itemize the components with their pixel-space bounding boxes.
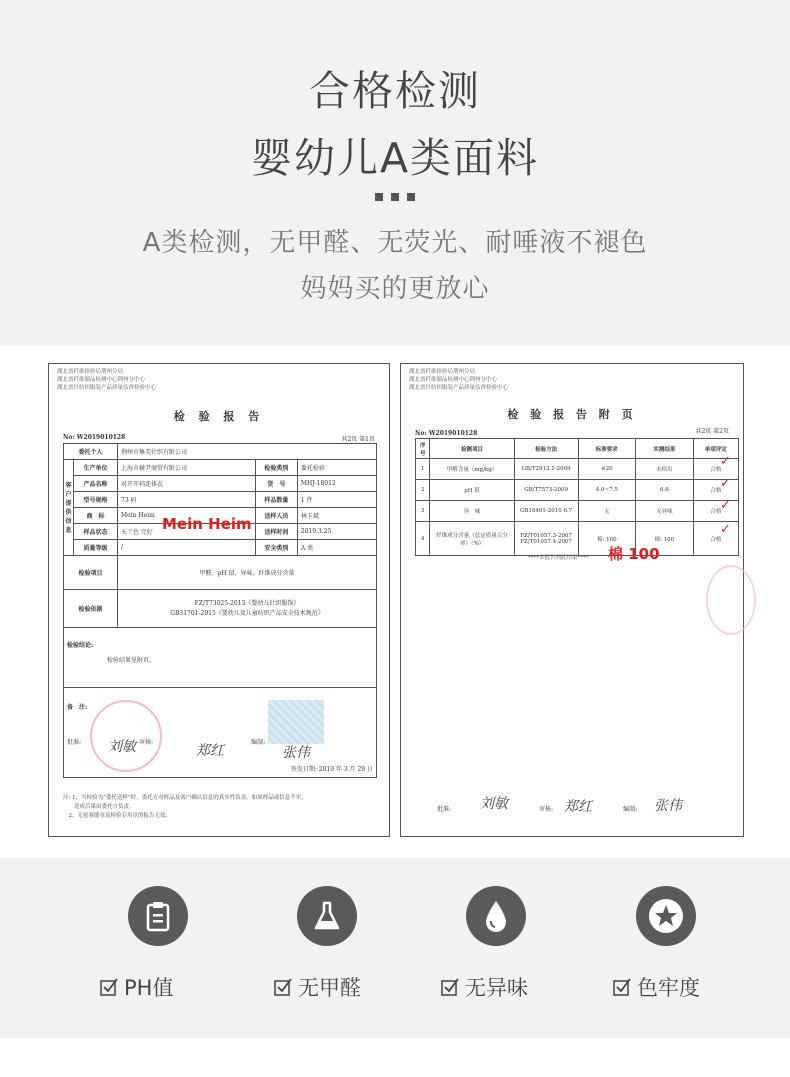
cell: 4.0~7.5 (578, 480, 636, 501)
report-issuer: 湖北省纤维检验局荆州分局 湖北省纤维制品检测中心荆州分中心 湖北省针纺织服装产品质量监督检验中心 (57, 369, 157, 391)
cell: 合格 (693, 522, 738, 556)
row-key: 送样人员 (255, 508, 297, 524)
cell: 棉: 100 (578, 522, 636, 556)
col-header: 单项评定 (693, 439, 738, 459)
checkbox-icon (613, 978, 631, 996)
title-line1: 合格检测 (309, 67, 481, 115)
conclusion-label: 检验结论: (67, 642, 94, 649)
row-value: 1 件 (297, 492, 376, 508)
row-value: 林玉斌 (297, 508, 376, 524)
cell: FZ/T01057.3-2007 FZ/T01057.4-2007 (514, 522, 578, 556)
cell: 合格 (693, 480, 738, 501)
cell: ≤20 (578, 459, 636, 480)
cell: 6.6 (636, 480, 694, 501)
client-label: 委托个人 (64, 444, 118, 460)
feature-label: 色牢度 (637, 976, 700, 1000)
check-mark-icon: ✓ (720, 476, 731, 491)
table-row (416, 480, 739, 501)
brand-overlay: Mein Heim (162, 515, 252, 533)
row-value: 73 码 (118, 492, 256, 508)
conclusion-value: 检验结果见附页。 (107, 657, 156, 664)
table-row (416, 501, 739, 522)
cell: 合格 (693, 501, 738, 522)
fabric-swatch (268, 700, 324, 744)
attachment-issuer: 湖北省纤维检验局荆州分局 湖北省纤维制品检测中心荆州分中心 湖北省针纺织服装产品质量监督检验中心 (409, 369, 509, 391)
row-value: A 类 (297, 540, 376, 556)
signature-approve: 刘敏 (108, 739, 136, 755)
row-key: 送样时间 (255, 524, 297, 540)
cell: 1 (416, 459, 430, 480)
cell: 2 (416, 480, 430, 501)
cell: 4 (416, 522, 430, 556)
signature-compile: 张伟 (282, 745, 310, 761)
report-title: 检 验 报 告 (173, 410, 265, 423)
row-key: 货 号 (255, 476, 297, 492)
review-label: 审核: (139, 739, 154, 746)
cell: GB/T7573-2009 (514, 480, 578, 501)
check-mark-icon: ✓ (720, 498, 731, 513)
star-icon (636, 886, 696, 946)
cell: GB/T2912.1-2009 (514, 459, 578, 480)
row-key: 生产单位 (74, 460, 118, 476)
approve-label: 批准: (67, 739, 82, 746)
flask-icon (297, 886, 357, 946)
cell: pH 值 (430, 480, 514, 501)
col-header: 检验方法 (514, 439, 578, 459)
basis-line2: GB31701-2015《婴幼儿及儿童纺织产品安全技术规范》 (170, 609, 324, 617)
cell: 棉: 100 (636, 522, 694, 556)
feature-formaldehyde (274, 972, 361, 1002)
feature-ph (100, 972, 173, 1002)
feature-label: 无甲醛 (298, 976, 361, 1000)
side-label: 客户提供信息 (64, 460, 74, 556)
feature-colorfastness (613, 972, 700, 1002)
row-value: 2019.3.25 (297, 524, 376, 540)
col-header: 检测项目 (430, 439, 514, 459)
report-page: 共2页 第1页 (341, 436, 375, 443)
row-value: / (118, 540, 256, 556)
cell: 合格 (693, 459, 738, 480)
cell: 3 (416, 501, 430, 522)
attachment-title: 检 验 报 告 附 页 (507, 408, 637, 421)
check-mark-icon: ✓ (720, 522, 731, 537)
results-table (415, 438, 739, 556)
row-key: 样品状态 (74, 524, 118, 540)
row-value: 上海市赫尹商贸有限公司 (118, 460, 256, 476)
row-value: 天兰色 完好 (118, 524, 256, 540)
end-note: ****本报告到此结束**** (528, 555, 589, 561)
subtitle-line2: 妈妈买的更放心 (300, 274, 490, 304)
row-key: 型号规格 (74, 492, 118, 508)
signature-review: 郑红 (564, 799, 592, 815)
table-row (416, 459, 739, 480)
conclusion-cell (64, 628, 377, 688)
remarks-label: 备 注: (67, 704, 88, 711)
cell: 无异味 (636, 501, 694, 522)
items-value: 甲醛、pH 值、异味、纤维成分含量 (118, 556, 377, 590)
row-key: 产品名称 (74, 476, 118, 492)
issue-date: 签发日期: 2019 年 3 月 29 日 (290, 766, 373, 773)
attachment-page: 共2页 第2页 (695, 428, 729, 435)
row-key: 质量等级 (74, 540, 118, 556)
review-label: 审核: (539, 806, 554, 813)
checkbox-icon (100, 978, 118, 996)
row-key: 商 标 (74, 508, 118, 524)
subtitle-line1: A类检测，无甲醛、无荧光、耐唾液不褪色 (142, 228, 648, 258)
row-value: 对开开裆连体衣 (118, 476, 256, 492)
col-header: 序号 (416, 439, 430, 459)
cell: 未检出 (636, 459, 694, 480)
row-key: 检验类别 (255, 460, 297, 476)
title-line2: 婴幼儿A类面料 (250, 134, 540, 182)
feature-label: PH值 (124, 976, 174, 1000)
basis-value (118, 590, 377, 628)
cell: 甲醛含量（mg/kg） (430, 459, 514, 480)
divider-dots (375, 193, 415, 201)
signature-review: 郑红 (196, 743, 224, 759)
report-number: No: W2019010128 (63, 434, 126, 441)
clipboard-icon (128, 886, 188, 946)
cell: 纤维成分含量（总定质量百分率）（%） (430, 522, 514, 556)
cotton-overlay: 棉 100 (608, 545, 660, 563)
approve-label: 批准: (437, 806, 452, 813)
row-key: 样品数量 (255, 492, 297, 508)
cell: 无 (578, 501, 636, 522)
feature-odor (441, 972, 528, 1002)
check-mark-icon: ✓ (720, 454, 731, 469)
items-label: 检验项目 (64, 556, 118, 590)
basis-label: 检验依据 (64, 590, 118, 628)
checkbox-icon (441, 978, 459, 996)
seal-edge (706, 565, 756, 635)
row-value: MHJ-18012 (297, 476, 376, 492)
attachment-number: No: W2019010128 (415, 430, 478, 437)
row-key: 安全类别 (255, 540, 297, 556)
feature-label: 无异味 (465, 976, 528, 1000)
report-notes: 注: 1、当检验为“委托送样”时，委托方对样品及客户确认信息的真实性负责。如果样品或信息不实， 造成后果由委托方负责。 2、无密骑缝章及检验专用章的报告无效。 (63, 795, 307, 819)
signature-compile: 张伟 (654, 798, 682, 814)
cell: GB18401-2010 6.7 (514, 501, 578, 522)
col-header: 实测结果 (636, 439, 694, 459)
compile-label: 编制: (251, 739, 266, 746)
cell: 异 味 (430, 501, 514, 522)
client-value: 荆州市集美针织有限公司 (118, 444, 377, 460)
basis-line1: FZ/T73025-2013《婴幼儿针织服饰》 (194, 599, 300, 607)
row-value: Mein Heim (118, 508, 256, 524)
checkbox-icon (274, 978, 292, 996)
features-panel (0, 858, 790, 1038)
table-row (416, 522, 739, 556)
report-attachment (400, 363, 744, 837)
drop-icon (466, 886, 526, 946)
signature-approve: 刘敏 (480, 796, 508, 812)
row-value: 委托检验 (297, 460, 376, 476)
col-header: 标准要求 (578, 439, 636, 459)
compile-label: 编制: (623, 806, 638, 813)
header-panel (0, 0, 790, 346)
inspection-report (48, 363, 390, 837)
